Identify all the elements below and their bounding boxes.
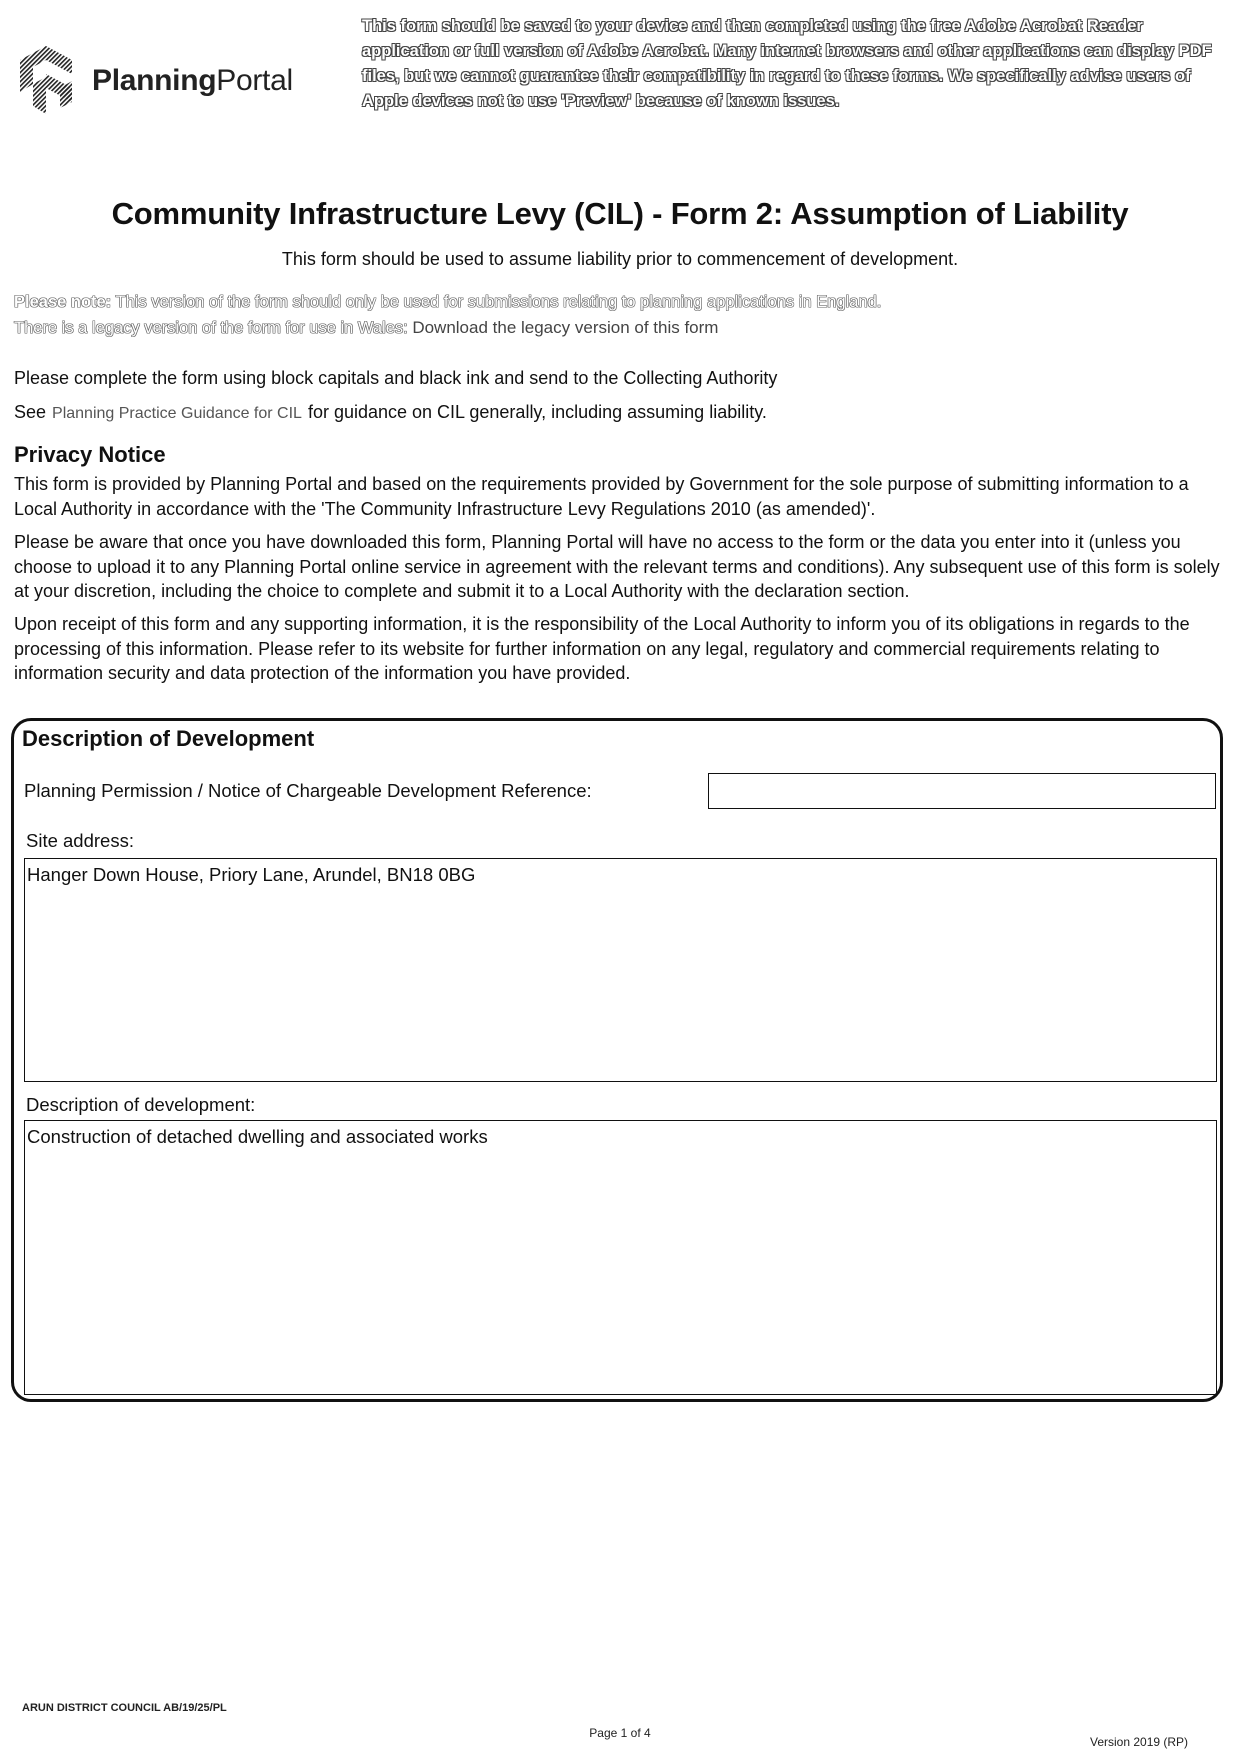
note-label: Please note: bbox=[14, 293, 112, 311]
logo-text-light: Portal bbox=[216, 64, 293, 97]
planning-portal-logo-icon bbox=[16, 44, 80, 116]
guidance-instruction bbox=[14, 400, 1226, 426]
logo-text bbox=[92, 64, 293, 98]
privacy-notice-heading: Privacy Notice bbox=[14, 442, 166, 467]
reference-label: Planning Permission / Notice of Chargeable Development Reference: bbox=[24, 780, 592, 801]
site-address-field[interactable] bbox=[24, 858, 1217, 1082]
form-version: Version 2019 (RP) bbox=[1090, 1735, 1189, 1749]
legacy-form-link[interactable]: Download the legacy version of this form bbox=[412, 318, 719, 337]
description-label: Description of development: bbox=[26, 1094, 256, 1115]
site-address-value: Hanger Down House, Priory Lane, Arundel, BN18 0BG bbox=[27, 864, 476, 885]
note-line-2: There is a legacy version of the form for use in Wales: bbox=[14, 319, 413, 337]
reference-input[interactable] bbox=[708, 773, 1216, 809]
site-address-label: Site address: bbox=[26, 830, 134, 851]
description-value: Construction of detached dwelling and associated works bbox=[27, 1126, 488, 1147]
logo-text-bold: Planning bbox=[92, 64, 217, 97]
adobe-reader-notice: This form should be saved to your device and then completed using the free Adobe Acrobat Reader application or full version of Adobe Acrobat. Many internet browsers and other applications can display PDF files, but we cannot guarantee their compatibility in regard to these forms. We specifically advise users of Apple devices not to use 'Preview' because of known issues. bbox=[362, 17, 1212, 110]
note-line-1: This version of the form should only be used for submissions relating to planning applications in England. bbox=[111, 293, 882, 311]
planning-portal-logo bbox=[16, 44, 306, 116]
description-of-development-heading: Description of Development bbox=[22, 726, 315, 751]
page-number: Page 1 of 4 bbox=[589, 1726, 651, 1740]
privacy-paragraph-1: This form is provided by Planning Portal and based on the requirements provided by Government for the sole purpose of submitting information to a Local Authority in accordance with the 'The Community Infrastructure Levy Regulations 2010 (as amended)'. bbox=[14, 474, 1189, 519]
privacy-paragraph-2: Please be aware that once you have downloaded this form, Planning Portal will have no access to the form or the data you enter into it (unless you choose to upload it to any Planning Portal online service in agreement with the relevant terms and conditions). Any subsequent use of this form is solely at your discretion, including the choice to complete and submit it to a Local Authority with the declaration section. bbox=[14, 532, 1220, 601]
see-suffix: for guidance on CIL generally, including assuming liability. bbox=[307, 402, 767, 422]
planning-practice-guidance-link[interactable]: Planning Practice Guidance for CIL bbox=[52, 405, 302, 422]
description-field[interactable] bbox=[24, 1120, 1217, 1395]
privacy-paragraph-3: Upon receipt of this form and any supporting information, it is the responsibility of the Local Authority to inform you of its obligations in regards to the processing of this information. Please refer to its website for further information on any legal, regulatory and commercial requirements relating to information security and data protection of the information you have provided. bbox=[14, 614, 1190, 683]
england-note bbox=[14, 289, 1224, 341]
council-reference-stamp: ARUN DISTRICT COUNCIL AB/19/25/PL bbox=[22, 1702, 227, 1714]
page-title: Community Infrastructure Levy (CIL) - Form 2: Assumption of Liability bbox=[111, 196, 1129, 231]
complete-instruction: Please complete the form using block capitals and black ink and send to the Collecting Authority bbox=[14, 368, 778, 388]
page-subtitle: This form should be used to assume liability prior to commencement of development. bbox=[281, 249, 959, 269]
see-prefix: See bbox=[14, 402, 47, 422]
